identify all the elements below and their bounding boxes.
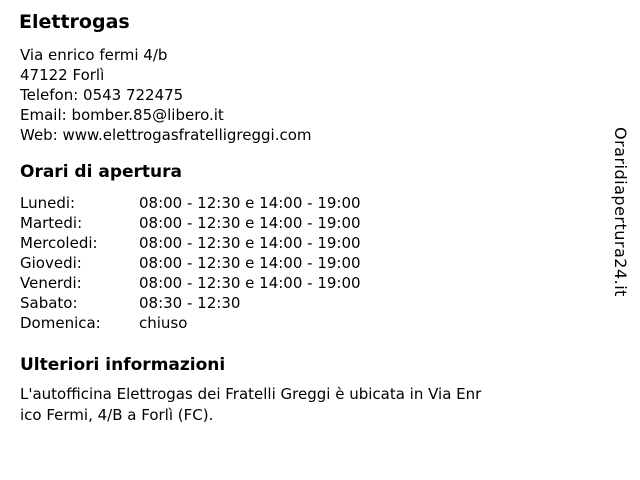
city-line: 47122 Forlì: [20, 66, 105, 84]
hours-row-wednesday: [20, 233, 361, 253]
email-line: Email: bomber.85@libero.it: [20, 106, 224, 124]
hours-row-thursday: [20, 253, 361, 273]
hours-row-friday: [20, 273, 361, 293]
site-watermark: Oraridiapertura24.it: [611, 127, 630, 297]
day-hours: 08:00 - 12:30 e 14:00 - 19:00: [139, 254, 361, 272]
day-label: Mercoledi:: [20, 234, 98, 252]
info-text-line-1: L'autofficina Elettrogas dei Fratelli Greggi è ubicata in Via Enr: [20, 385, 482, 403]
day-label: Sabato:: [20, 294, 78, 312]
hours-row-sunday: [20, 313, 361, 333]
hours-row-tuesday: [20, 213, 361, 233]
web-line: Web: www.elettrogasfratelligreggi.com: [20, 126, 312, 144]
hours-row-saturday: [20, 293, 361, 313]
day-label: Giovedi:: [20, 254, 82, 272]
address-line: Via enrico fermi 4/b: [20, 46, 168, 64]
contact-block: [20, 45, 312, 145]
opening-hours-table: [20, 193, 361, 333]
opening-hours-heading: Orari di apertura: [20, 162, 182, 182]
day-hours: 08:30 - 12:30: [139, 294, 241, 312]
additional-info-heading: Ulteriori informazioni: [20, 355, 226, 375]
day-hours: 08:00 - 12:30 e 14:00 - 19:00: [139, 194, 361, 212]
hours-row-monday: [20, 193, 361, 213]
day-label: Venerdi:: [20, 274, 82, 292]
additional-info-text: [20, 384, 620, 426]
page-title: Elettrogas: [19, 11, 130, 33]
info-text-line-2: ico Fermi, 4/B a Forlì (FC).: [20, 406, 214, 424]
phone-line: Telefon: 0543 722475: [20, 86, 184, 104]
day-label: Martedi:: [20, 214, 83, 232]
day-hours: chiuso: [139, 314, 188, 332]
day-hours: 08:00 - 12:30 e 14:00 - 19:00: [139, 234, 361, 252]
day-hours: 08:00 - 12:30 e 14:00 - 19:00: [139, 214, 361, 232]
day-hours: 08:00 - 12:30 e 14:00 - 19:00: [139, 274, 361, 292]
day-label: Domenica:: [20, 314, 101, 332]
day-label: Lunedi:: [20, 194, 76, 212]
